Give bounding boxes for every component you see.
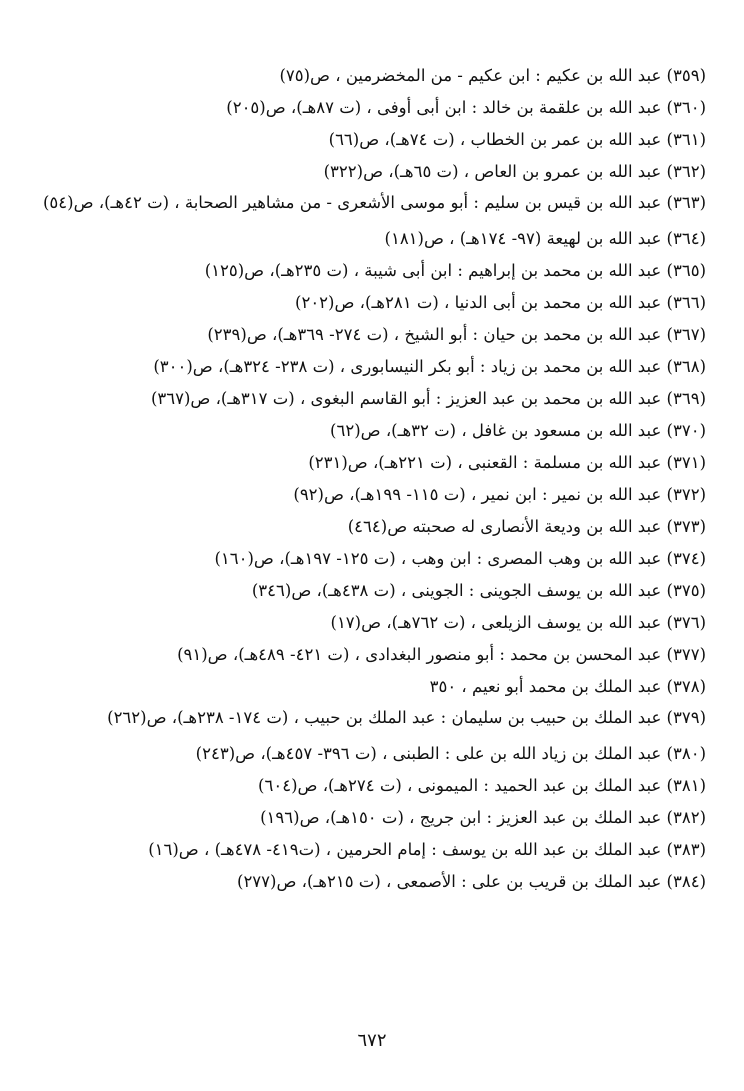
index-entry: (٣٧٦) عبد الله بن يوسف الزيلعى ، (ت ٧٦٢هـ)، ص(١٧) [330,613,706,632]
index-entry: (٣٧٢) عبد الله بن نمير : ابن نمير ، (ت ١١٥- ١٩٩هـ)، ص(٩٢) [293,485,706,504]
index-entry: (٣٧٩) عبد الملك بن حبيب بن سليمان : عبد الملك بن حبيب ، (ت ١٧٤- ٢٣٨هـ)، ص(٢٦٢) [107,708,706,727]
index-entry: (٣٨٠) عبد الملك بن زياد الله بن على : الطبنى ، (ت ٣٩٦- ٤٥٧هـ)، ص(٢٤٣) [195,744,706,763]
index-entry: (٣٦٢) عبد الله بن عمرو بن العاص ، (ت ٦٥هـ)، ص(٣٢٢) [323,162,706,181]
index-entry: (٣٧٥) عبد الله بن يوسف الجوينى : الجوينى ، (ت ٤٣٨هـ)، ص(٣٤٦) [251,581,706,600]
page-number: ٦٧٢ [357,1030,387,1051]
index-entry-list [38,60,706,898]
index-entry: (٣٦٠) عبد الله بن علقمة بن خالد : ابن أبى أوفى ، (ت ٨٧هـ)، ص(٢٠٥) [226,98,706,117]
index-entry: (٣٦٦) عبد الله بن محمد بن أبى الدنيا ، (ت ٢٨١هـ)، ص(٢٠٢) [295,293,706,312]
index-entry: (٣٨٤) عبد الملك بن قريب بن على : الأصمعى ، (ت ٢١٥هـ)، ص(٢٧٧) [237,872,706,891]
index-entry: (٣٧٠) عبد الله بن مسعود بن غافل ، (ت ٣٢هـ)، ص(٦٢) [330,421,706,440]
index-entry: (٣٧٤) عبد الله بن وهب المصرى : ابن وهب ، (ت ١٢٥- ١٩٧هـ)، ص(١٦٠) [214,549,706,568]
index-entry: (٣٦٨) عبد الله بن محمد بن زياد : أبو بكر النيسابورى ، (ت ٢٣٨- ٣٢٤هـ)، ص(٣٠٠) [153,357,706,376]
index-entry: (٣٧٨) عبد الملك بن محمد أبو نعيم ، ٣٥٠ [429,677,706,696]
index-entry: (٣٧١) عبد الله بن مسلمة : القعنبى ، (ت ٢٢١هـ)، ص(٢٣١) [308,453,706,472]
index-entry: (٣٦٣) عبد الله بن قيس بن سليم : أبو موسى الأشعرى - من مشاهير الصحابة ، (ت ٤٢هـ)، ص(٥٤) [42,193,706,212]
index-entry: (٣٥٩) عبد الله بن عكيم : ابن عكيم - من المخضرمين ، ص(٧٥) [279,66,706,85]
index-entry: (٣٦٥) عبد الله بن محمد بن إبراهيم : ابن أبى شيبة ، (ت ٢٣٥هـ)، ص(١٢٥) [204,261,706,280]
index-entry: (٣٨١) عبد الملك بن عبد الحميد : الميمونى ، (ت ٢٧٤هـ)، ص(٦٠٤) [258,776,706,795]
index-entry: (٣٦٧) عبد الله بن محمد بن حيان : أبو الشيخ ، (ت ٢٧٤- ٣٦٩هـ)، ص(٢٣٩) [207,325,706,344]
index-entry: (٣٦١) عبد الله بن عمر بن الخطاب ، (ت ٧٤هـ)، ص(٦٦) [328,130,706,149]
index-entry: (٣٨٢) عبد الملك بن عبد العزيز : ابن جريج ، (ت ١٥٠هـ)، ص(١٩٦) [260,808,706,827]
index-entry: (٣٧٧) عبد المحسن بن محمد : أبو منصور البغدادى ، (ت ٤٢١- ٤٨٩هـ)، ص(٩١) [177,645,706,664]
index-entry: (٣٦٤) عبد الله بن لهيعة (٩٧- ١٧٤هـ) ، ص(١٨١) [384,229,706,248]
index-entry: (٣٨٣) عبد الملك بن عبد الله بن يوسف : إمام الحرمين ، (ت٤١٩- ٤٧٨هـ) ، ص(١٦) [148,840,706,859]
index-entry: (٣٦٩) عبد الله بن محمد بن عبد العزيز : أبو القاسم البغوى ، (ت ٣١٧هـ)، ص(٣٦٧) [150,389,706,408]
index-entry: (٣٧٣) عبد الله بن وديعة الأنصارى له صحبته ص(٤٦٤) [347,517,706,536]
